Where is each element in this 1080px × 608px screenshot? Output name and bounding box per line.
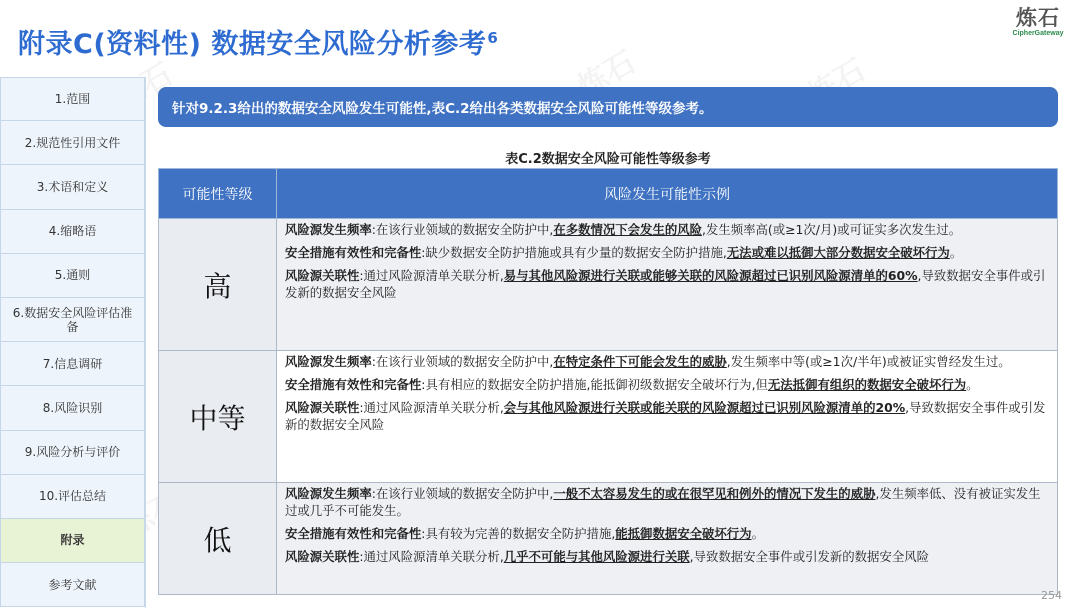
para-text: 。 [751,526,764,541]
table-caption: 表C.2数据安全风险可能性等级参考 [505,152,711,167]
para-text: ,发生频率中等(或≥1次/半年)或被证实曾经发生过。 [726,354,1011,369]
table-row-high [159,219,1058,351]
level-cell: 中等 [159,351,277,483]
para-label: 风险源发生频率 [285,354,372,369]
para-text: ,发生频率低、没有被证实发生过或几乎不可能发生。 [285,486,1041,518]
brand-logo [1006,6,1070,37]
para-text: :在该行业领域的数据安全防护中, [371,222,554,237]
frequency-paragraph [285,485,1049,519]
para-text: ,导致数据安全事件或引发新的数据安全风险 [285,268,1046,300]
likelihood-table [158,168,1058,595]
column-header-examples: 风险发生可能性示例 [277,169,1058,219]
para-emphasis: 会与其他风险源进行关联或能关联的风险源超过已识别风险源清单的20% [503,400,906,415]
sidebar-item-summary[interactable]: 10.评估总结 [0,475,145,519]
para-emphasis: 无法或难以抵御大部分数据安全破坏行为 [726,245,950,260]
para-text: ,导致数据安全事件或引发新的数据安全风险 [285,400,1046,432]
page-title [18,22,498,61]
para-text: :在该行业领域的数据安全防护中, [371,354,554,369]
para-text: 。 [966,377,979,392]
para-emphasis: 易与其他风险源进行关联或能够关联的风险源超过已识别风险源清单的60% [503,268,918,283]
para-label: 安全措施有效性和完备性 [285,526,422,541]
para-emphasis: 一般不太容易发生的或在很罕见和例外的情况下发生的威胁 [553,486,876,501]
para-text: :缺少数据安全防护措施或具有少量的数据安全防护措施, [421,245,727,260]
para-label: 风险源关联性 [285,268,360,283]
sidebar-item-risk-analysis[interactable]: 9.风险分析与评价 [0,431,145,475]
para-text: :通过风险源清单关联分析, [359,400,504,415]
sidebar-item-info-research[interactable]: 7.信息调研 [0,342,145,386]
measures-paragraph [285,376,1049,393]
sidebar-nav [0,77,146,608]
intro-banner-text: 针对9.2.3给出的数据安全风险发生可能性,表C.2给出各类数据安全风险可能性等级参考。 [172,101,713,117]
correlation-paragraph [285,399,1049,433]
description-cell [277,483,1058,595]
para-label: 安全措施有效性和完备性 [285,377,422,392]
para-emphasis: 能抵御数据安全破坏行为 [615,526,752,541]
page-number: 254 [1041,589,1062,602]
table-header-row [159,169,1058,219]
para-label: 风险源关联性 [285,549,360,564]
sidebar-item-references[interactable]: 参考文献 [0,563,145,607]
logo-subtitle: CipherGateway [1012,30,1064,37]
column-header-level: 可能性等级 [159,169,277,219]
para-text: :通过风险源清单关联分析, [359,268,504,283]
table-row-low [159,483,1058,595]
page-title-sup: 6 [487,29,499,47]
logo-mark: 炼石 [1016,6,1060,30]
sidebar-item-appendix[interactable]: 附录 [0,519,145,563]
level-cell: 低 [159,483,277,595]
para-text: 。 [949,245,963,260]
watermark: 炼石 [572,44,642,106]
para-text: :在该行业领域的数据安全防护中, [371,486,554,501]
sidebar-item-normative-references[interactable]: 2.规范性引用文件 [0,121,145,165]
correlation-paragraph [285,548,1049,565]
measures-paragraph [285,525,1049,542]
para-text: :具有较为完善的数据安全防护措施, [421,526,616,541]
para-label: 安全措施有效性和完备性 [285,245,422,260]
table-row-medium [159,351,1058,483]
level-cell: 高 [159,219,277,351]
sidebar-item-scope[interactable]: 1.范围 [0,77,145,121]
watermark: 炼石 [117,484,187,546]
para-text: :通过风险源清单关联分析, [359,549,504,564]
para-text: ,发生频率高(或≥1次/月)或可证实多次发生过。 [702,222,962,237]
page-title-text: 附录C(资料性) 数据安全风险分析参考 [18,29,487,60]
para-emphasis: 无法抵御有组织的数据安全破坏行为 [767,377,967,392]
correlation-paragraph [285,267,1049,301]
frequency-paragraph [285,353,1049,370]
para-label: 风险源发生频率 [285,222,372,237]
para-emphasis: 在特定条件下可能会发生的威胁 [553,354,727,369]
sidebar-item-assessment-prep[interactable]: 6.数据安全风险评估准备 [0,298,145,342]
description-cell [277,219,1058,351]
para-label: 风险源发生频率 [285,486,372,501]
intro-banner [158,87,1058,127]
measures-paragraph [285,244,1049,261]
description-cell [277,351,1058,483]
frequency-paragraph [285,221,1049,238]
para-text: ,导致数据安全事件或引发新的数据安全风险 [689,549,929,564]
watermark: 炼石 [802,52,872,114]
sidebar-item-general[interactable]: 5.通则 [0,254,145,298]
sidebar-item-terms[interactable]: 3.术语和定义 [0,165,145,209]
para-emphasis: 在多数情况下会发生的风险 [553,222,703,237]
para-emphasis: 几乎不可能与其他风险源进行关联 [503,549,690,564]
para-label: 风险源关联性 [285,400,360,415]
sidebar-item-risk-identification[interactable]: 8.风险识别 [0,386,145,430]
para-text: :具有相应的数据安全防护措施,能抵御初级数据安全破坏行为,但 [421,377,768,392]
sidebar-item-abbreviations[interactable]: 4.缩略语 [0,210,145,254]
